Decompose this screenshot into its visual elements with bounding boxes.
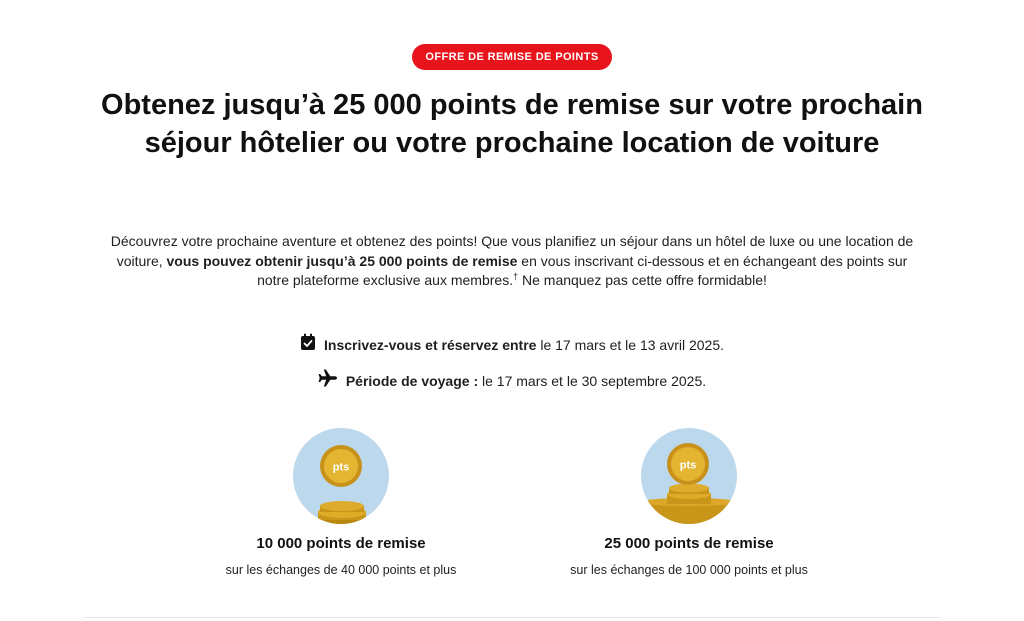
reward-tier-25000 xyxy=(539,428,839,579)
divider xyxy=(84,617,940,618)
intro-text-1: Découvrez votre prochaine aventure et obtenez des points! Que vous planifiez un séjour dans un hôtel de luxe ou une location de voiture, xyxy=(110,233,914,269)
coin-stack-illustration xyxy=(293,428,389,524)
intro-text-3: Ne manquez pas cette offre formidable! xyxy=(518,272,767,288)
page-title: Obtenez jusqu’à 25 000 points de remise sur votre prochain séjour hôtelier ou votre prochaine location de voiture xyxy=(101,89,923,159)
airplane-icon xyxy=(318,369,338,392)
tier-subtitle: sur les échanges de 40 000 points et plus xyxy=(225,563,457,577)
dagger-footnote-link[interactable]: † xyxy=(513,271,519,282)
tier-subtitle: sur les échanges de 100 000 points et plus xyxy=(570,563,808,577)
intro-bold: vous pouvez obtenir jusqu’à 25 000 points de remise xyxy=(166,252,518,269)
enroll-period xyxy=(0,335,1024,358)
intro-text-2: en vous inscrivant ci-dessous et en échangeant des points sur notre plateforme exclusive aux membres. xyxy=(257,252,908,288)
reward-tier-10000 xyxy=(191,428,491,579)
travel-dates: le 17 mars et le 30 septembre 2025. xyxy=(478,373,707,390)
travel-period xyxy=(0,371,1024,394)
tier-title: 10 000 points de remise xyxy=(256,535,426,552)
travel-label: Période de voyage : xyxy=(345,373,479,390)
enroll-dates: le 17 mars et le 13 avril 2025. xyxy=(536,337,724,354)
badge-wrap xyxy=(0,44,1024,70)
enroll-label: Inscrivez-vous et réservez entre xyxy=(324,337,537,354)
calendar-check-icon xyxy=(300,333,316,356)
offer-badge: OFFRE DE REMISE DE POINTS xyxy=(412,44,611,70)
intro-paragraph xyxy=(100,232,924,291)
coin-label: pts xyxy=(679,459,697,472)
tier-title: 25 000 points de remise xyxy=(604,535,774,552)
coin-label: pts xyxy=(332,461,350,474)
coin-stack-illustration xyxy=(641,428,737,524)
